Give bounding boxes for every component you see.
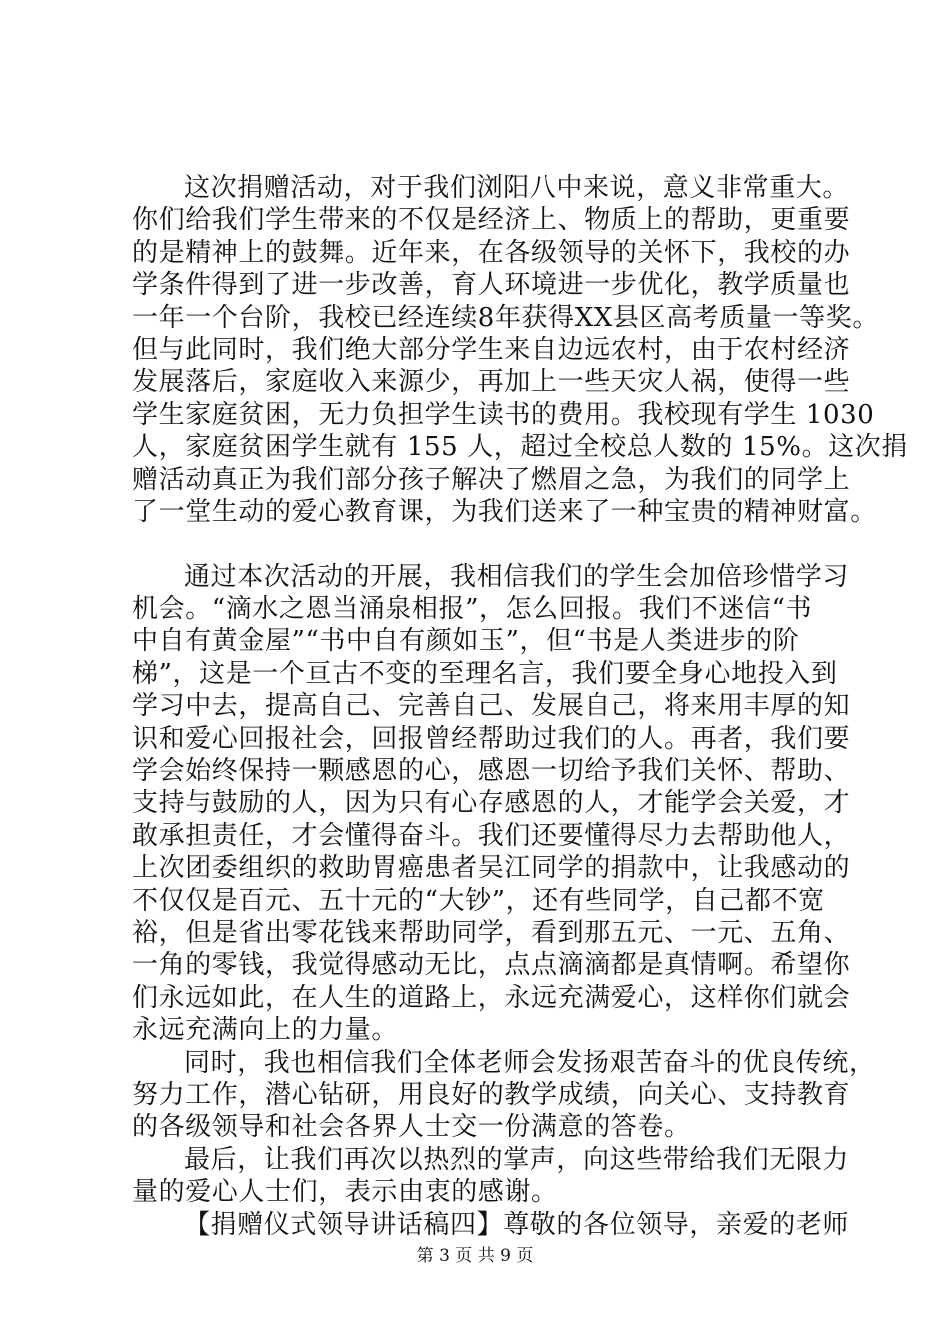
text-line: 最后，让我们再次以热烈的掌声，向这些带给我们无限力 <box>184 1144 850 1175</box>
text-line: 学条件得到了进一步改善，育人环境进一步优化，教学质量也 <box>132 270 851 301</box>
text-line: 量的爱心人士们，表示由衷的感谢。 <box>132 1177 558 1208</box>
text-line: 但与此同时，我们绝大部分学生来自边远农村，由于农村经济 <box>132 334 851 365</box>
text-line: 学会始终保持一颗感恩的心，感恩一切给予我们关怀、帮助、 <box>132 756 851 787</box>
text-line: 通过本次活动的开展，我相信我们的学生会加倍珍惜学习 <box>184 561 850 592</box>
text-line: 【捐赠仪式领导讲话稿四】尊敬的各位领导，亲爱的老师 <box>184 1209 850 1240</box>
text-line: 了一堂生动的爱心教育课，为我们送来了一种宝贵的精神财富。 <box>132 496 877 527</box>
text-line: 支持与鼓励的人，因为只有心存感恩的人，才能学会关爱，才 <box>132 788 851 819</box>
text-line: 的各级领导和社会各界人士交一份满意的答卷。 <box>132 1112 691 1143</box>
text-line: 努力工作，潜心钻研，用良好的教学成绩，向关心、支持教育 <box>132 1079 851 1110</box>
page-number-footer: 第 3 页 共 9 页 <box>416 1246 534 1266</box>
text-line: 中自有黄金屋”“书中自有颜如玉”，但“书是人类进步的阶 <box>132 626 800 657</box>
blank-line <box>132 528 852 560</box>
document-body <box>132 172 909 1241</box>
text-line: 机会。“滴水之恩当涌泉相报”，怎么回报。我们不迷信“书 <box>132 594 813 625</box>
text-line: 同时，我也相信我们全体老师会发扬艰苦奋斗的优良传统， <box>184 1047 876 1078</box>
text-line: 发展落后，家庭收入来源少，再加上一些天灾人祸，使得一些 <box>132 367 851 398</box>
text-line: 你们给我们学生带来的不仅是经济上、物质上的帮助，更重要 <box>132 205 851 236</box>
text-line: 这次捐赠活动，对于我们浏阳八中来说，意义非常重大。 <box>184 173 850 203</box>
text-line: 敢承担责任，才会懂得奋斗。我们还要懂得尽力去帮助他人， <box>132 820 851 851</box>
text-line: 一角的零钱，我觉得感动无比，点点滴滴都是真情啊。希望你 <box>132 950 851 981</box>
text-line: 识和爱心回报社会，回报曾经帮助过我们的人。再者，我们要 <box>132 723 851 754</box>
text-line: 上次团委组织的救助胃癌患者吴江同学的捐款中，让我感动的 <box>132 853 851 884</box>
text-line: 赠活动真正为我们部分孩子解决了燃眉之急，为我们的同学上 <box>132 464 851 495</box>
text-line: 们永远如此，在人生的道路上，永远充满爱心，这样你们就会 <box>132 982 851 1013</box>
text-line: 学习中去，提高自己、完善自己、发展自己，将来用丰厚的知 <box>132 691 851 722</box>
text-line: 人，家庭贫困学生就有 155 人，超过全校总人数的 15%。这次捐 <box>132 432 909 463</box>
text-line: 学生家庭贫困，无力负担学生读书的费用。我校现有学生 1030 <box>132 399 875 430</box>
text-line: 永远充满向上的力量。 <box>132 1015 399 1046</box>
text-line: 梯”，这是一个亘古不变的至理名言，我们要全身心地投入到 <box>132 658 838 689</box>
text-line: 不仅仅是百元、五十元的“大钞”，还有些同学，自己都不宽 <box>132 885 825 916</box>
text-line: 裕，但是省出零花钱来帮助同学，看到那五元、一元、五角、 <box>132 917 851 948</box>
text-line: 的是精神上的鼓舞。近年来，在各级领导的关怀下，我校的办 <box>132 237 851 268</box>
text-line: 一年一个台阶，我校已经连续8年获得XX县区高考质量一等奖。 <box>132 302 879 333</box>
